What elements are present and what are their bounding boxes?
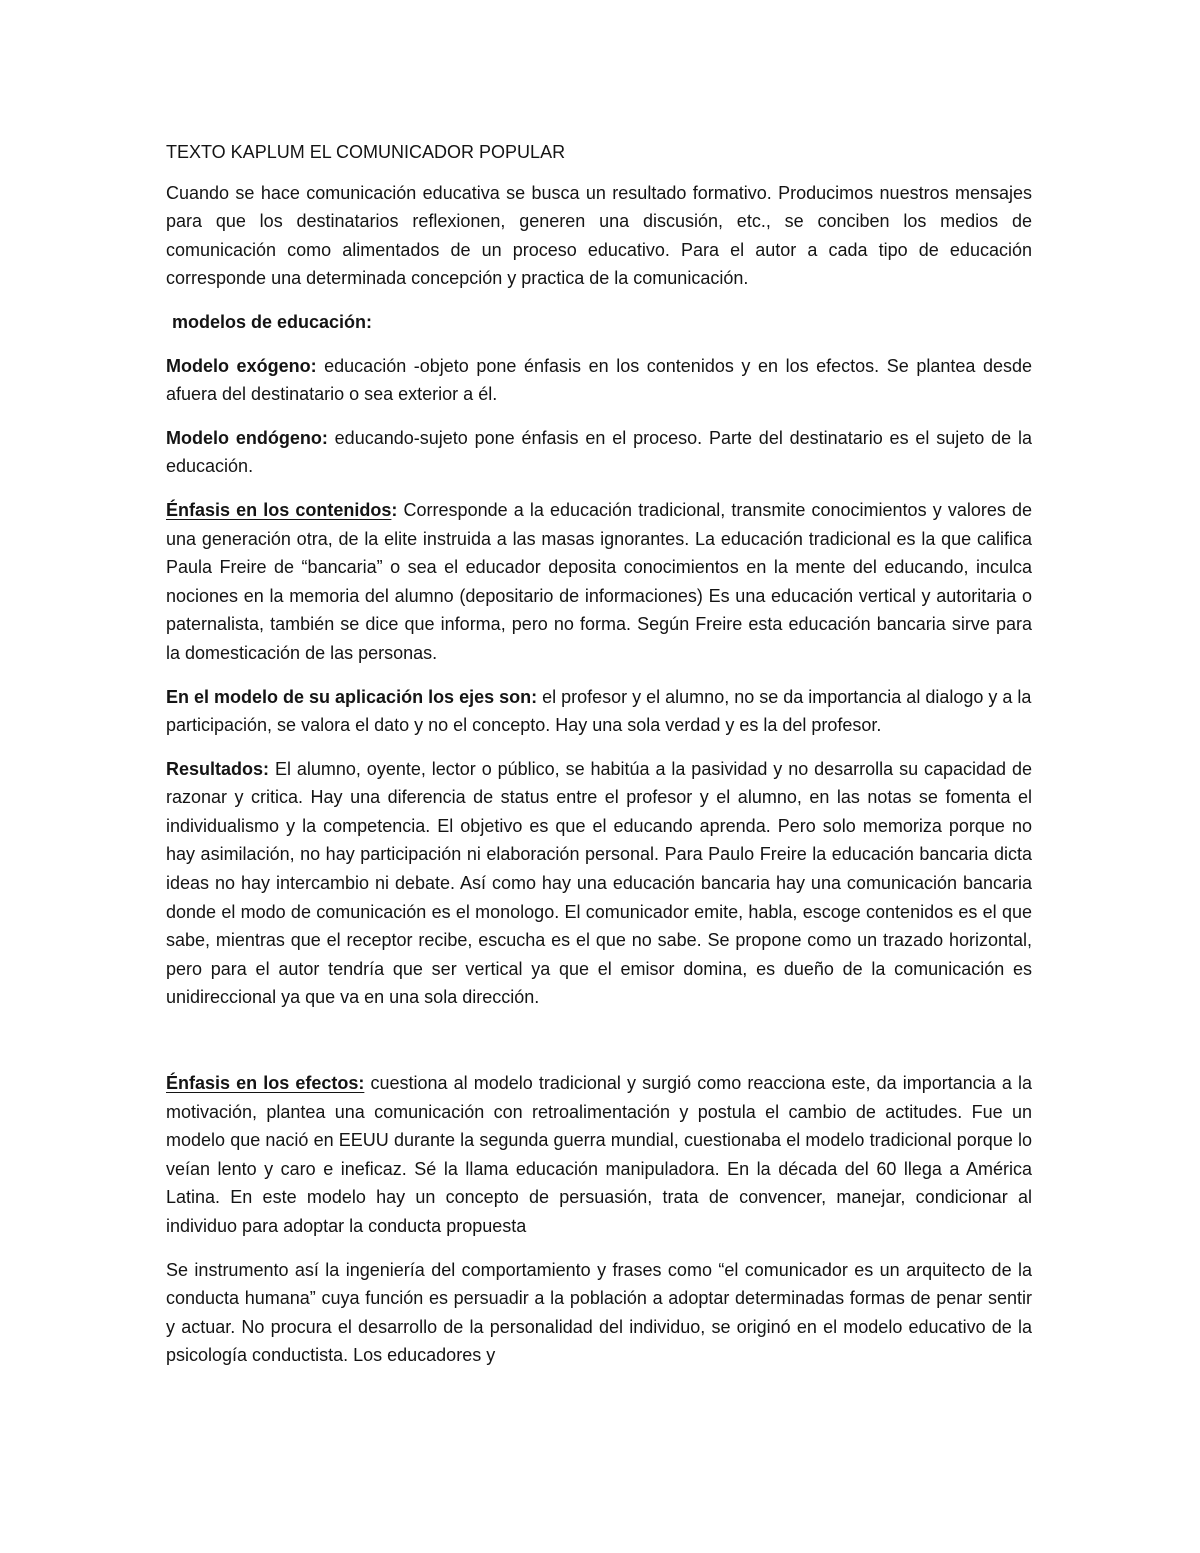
instrument-paragraph: Se instrumento así la ingeniería del comportamiento y frases como “el comunicador es un arquitecto de la conducta humana” cuya función es persuadir a la población a adoptar determinadas formas de penar sentir y actuar. No procura el desarrollo de la personalidad del individuo, se originó en el modelo educativo de la psicología conductista. Los educadores y: [166, 1259, 1032, 1366]
endogenous-model-label: Modelo endógeno:: [166, 427, 328, 448]
exogenous-model-text: educación -objeto pone énfasis en los contenidos y en los efectos. Se plantea desde afuera del destinatario o sea exterior a él.: [166, 355, 1033, 405]
models-heading: [172, 308, 1032, 337]
content-emphasis-paragraph: [166, 496, 1032, 668]
effects-emphasis-label: Énfasis en los efectos:: [166, 1073, 365, 1094]
effects-emphasis-paragraph: [166, 1069, 1032, 1241]
results-paragraph: [166, 755, 1032, 1012]
results-text: El alumno, oyente, lector o público, se habitúa a la pasividad y no desarrolla su capacidad de razonar y critica. Hay una diferencia de status entre el profesor y el alumno, en las notas se fomenta el individualismo y la competencia. El objetivo es que el educando aprenda. Pero solo memoriza porque no hay asimilación, no hay participación ni elaboración personal. Para Paulo Freire la educación bancaria dicta ideas no hay intercambio ni debate. Así como hay una educación bancaria hay una comunicación bancaria donde el modo de comunicación es el monologo. El comunicador emite, habla, escoge contenidos es el que sabe, mientras que el receptor recibe, escucha es el que no sabe. Se propone como un trazado horizontal, pero para el autor tendría que ser vertical ya que el emisor domina, es dueño de la comunicación es unidireccional ya que va en una sola dirección.: [166, 758, 1032, 1008]
content-emphasis-text: Corresponde a la educación tradicional, transmite conocimientos y valores de una generación otra, de la elite instruida a las masas ignorantes. La educación tradicional es la que califica Paula Freire de “bancaria” o sea el educador deposita conocimientos en la mente del educando, inculca nociones en la memoria del alumno (depositario de informaciones) Es una educación vertical y autoritaria o paternalista, también se dice que informa, pero no forma. Según Freire esta educación bancaria sirve para la domesticación de las personas.: [166, 499, 1032, 663]
content-emphasis-label: Énfasis en los contenidos: [166, 499, 392, 520]
exogenous-model-paragraph: [166, 352, 1032, 409]
intro-paragraph: Cuando se hace comunicación educativa se busca un resultado formativo. Producimos nuestros mensajes para que los destinatarios reflexionen, generen una discusión, etc., se conciben los medios de comunicación como alimentados de un proceso educativo. Para el autor a cada tipo de educación corresponde una determinada concepción y practica de la comunicación.: [166, 182, 1032, 289]
content-emphasis-colon: :: [391, 499, 398, 520]
effects-emphasis-text: cuestiona al modelo tradicional y surgió como reacciona este, da importancia a la motivación, plantea una comunicación con retroalimentación y postula el cambio de actitudes. Fue un modelo que nació en EEUU durante la segunda guerra mundial, cuestionaba el modelo tradicional porque lo veían lento y caro e ineficaz. Sé la llama educación manipuladora. En la década del 60 llega a América Latina. En este modelo hay un concepto de persuasión, trata de convencer, manejar, condicionar al individuo para adoptar la conducta propuesta: [166, 1073, 1032, 1236]
application-label: En el modelo de su aplicación los ejes son:: [166, 686, 538, 707]
paragraph-spacer: [166, 1027, 1032, 1069]
application-paragraph: [166, 683, 1032, 740]
results-label: Resultados:: [166, 758, 270, 779]
document-page: [166, 138, 1032, 1385]
models-heading-text: modelos de educación:: [172, 311, 373, 332]
application-text: el profesor y el alumno, no se da importancia al dialogo y a la participación, se valora el dato y no el concepto. Hay una sola verdad y es la del profesor.: [166, 686, 1032, 736]
endogenous-model-text: educando-sujeto pone énfasis en el proceso. Parte del destinatario es el sujeto de la educación.: [166, 427, 1032, 477]
document-title: TEXTO KAPLUM EL COMUNICADOR POPULAR: [166, 142, 566, 162]
endogenous-model-paragraph: [166, 424, 1032, 481]
exogenous-model-label: Modelo exógeno:: [166, 355, 317, 376]
